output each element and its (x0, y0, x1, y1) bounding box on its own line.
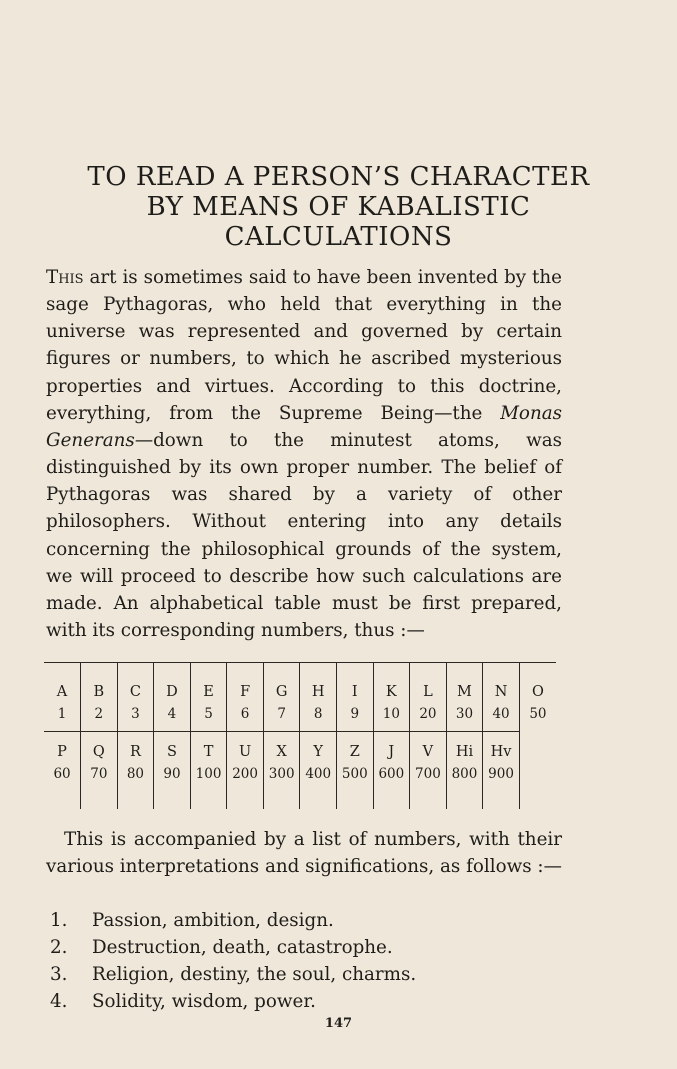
cell-number: 9 (350, 706, 360, 722)
table-cell (446, 663, 483, 732)
list-item-text: Destruction, death, catastrophe. (92, 937, 393, 958)
table-cell (263, 663, 300, 732)
cell-number: 60 (53, 766, 71, 782)
table-row-2 (44, 732, 556, 810)
cell-number: 300 (268, 766, 295, 782)
cell-number: 800 (451, 766, 478, 782)
table-cell (227, 663, 264, 732)
cell-number: 700 (415, 766, 441, 782)
table-cell (373, 663, 410, 732)
cell-letter: G (275, 684, 288, 700)
cell-number: 70 (90, 766, 108, 782)
cell-letter: O (531, 684, 544, 701)
table-cell (483, 732, 520, 810)
title-line-2: BY MEANS OF KABALISTIC (146, 192, 531, 222)
cell-letter: L (423, 684, 433, 700)
cell-letter: D (166, 684, 178, 700)
meaning-list (50, 907, 570, 1015)
cell-letter: R (129, 744, 141, 760)
table-cell (190, 732, 227, 810)
cell-number: 10 (382, 706, 400, 722)
list-item-text: Religion, destiny, the soul, charms. (92, 964, 417, 985)
cell-letter: Hv (490, 744, 512, 760)
cell-letter: M (457, 684, 472, 700)
cell-letter: C (129, 684, 141, 700)
cell-letter: U (238, 744, 252, 760)
cell-letter: Z (349, 744, 360, 760)
table-cell (117, 732, 154, 810)
cell-number: 400 (305, 766, 332, 782)
list-item (50, 934, 570, 961)
table-cell (300, 663, 337, 732)
list-item (50, 988, 570, 1015)
list-item (50, 907, 570, 934)
page-number: 147 (324, 1016, 353, 1031)
cell-number: 8 (313, 706, 323, 722)
table-cell (373, 732, 410, 810)
table-cell (154, 732, 191, 810)
cell-number: 3 (131, 706, 140, 722)
table-cell (190, 663, 227, 732)
cell-number: 7 (277, 706, 286, 722)
cell-letter: P (57, 744, 67, 760)
cell-letter: Y (313, 744, 323, 760)
cell-letter: Hi (455, 744, 474, 760)
list-item (50, 961, 570, 988)
cell-letter: Q (92, 744, 105, 760)
list-item-text: Passion, ambition, design. (92, 910, 334, 931)
cell-number: 4 (167, 706, 177, 722)
table-cell (81, 732, 118, 810)
alphabet-number-table (44, 662, 556, 809)
monas-generans: Monas Generans (46, 402, 562, 451)
table-cell (337, 732, 374, 810)
intro-paragraph (46, 264, 562, 644)
table-cell (227, 732, 264, 810)
cell-number: 100 (195, 766, 222, 782)
cell-letter: F (240, 684, 251, 700)
intro-text-b: —down to the minutest atoms, was distinguished by its own proper number. The belief of Pythagoras was shared by a variety of other philosophers. Without entering into any details concerning the philosophical grounds of the system, we will proceed to describe how such calculations are made. An alphabetical table must be first prepared, with its corresponding numbers, thus :— (46, 429, 562, 642)
table-cell (446, 732, 483, 810)
intro-text-a: art is sometimes said to have been invented by the sage Pythagoras, who held that everything in the universe was represented and governed by certain figures or numbers, to which he ascribed mysterious properties and virtues. According to this doctrine, everything, from the Supreme Being—the (46, 267, 562, 424)
table-cell (154, 663, 191, 732)
cell-letter: T (203, 744, 214, 760)
table-cell (483, 663, 520, 732)
title-line-3: CALCULATIONS (224, 222, 453, 252)
cell-number: 2 (94, 706, 104, 722)
cell-number: 200 (232, 766, 258, 782)
cell-number: 30 (455, 706, 474, 722)
cell-letter: A (56, 684, 68, 700)
cell-letter: I (351, 684, 358, 700)
table-cell (44, 663, 81, 732)
table-cell (263, 732, 300, 810)
cell-number: 5 (204, 706, 213, 722)
list-item-number: 2. (50, 937, 68, 958)
cell-letter: J (388, 744, 395, 760)
cell-letter: V (422, 744, 434, 760)
list-item-number: 3. (50, 964, 68, 985)
cell-number: 900 (488, 766, 514, 782)
cell-number: 600 (378, 766, 405, 782)
table-cell (337, 663, 374, 732)
cell-number: 20 (419, 706, 437, 722)
cell-letter: X (276, 744, 287, 760)
cell-number: 1 (57, 706, 67, 722)
cell-number: 40 (492, 706, 510, 722)
list-item-number: 1. (50, 910, 68, 931)
lead-word: This (46, 267, 84, 288)
list-item-text: Solidity, wisdom, power. (92, 991, 316, 1012)
table-cell (300, 732, 337, 810)
cell-number: 500 (341, 766, 368, 782)
follow-paragraph: This is accompanied by a list of numbers, with their various interpretations and significations, as follows :— (46, 829, 562, 878)
cell-letter: E (203, 684, 214, 700)
cell-letter: K (385, 684, 397, 700)
cell-letter: H (311, 684, 325, 700)
cell-number: 90 (163, 766, 181, 782)
cell-number: 50 (529, 706, 547, 723)
cell-number: 6 (240, 706, 250, 722)
cell-letter: N (494, 684, 508, 700)
table-cell (81, 663, 118, 732)
table-cell (44, 732, 81, 810)
cell-letter: S (167, 744, 177, 760)
table-cell (519, 663, 556, 732)
chapter-title (40, 162, 637, 252)
table-row-1 (44, 663, 556, 732)
table-cell (410, 732, 447, 810)
cell-letter: B (93, 684, 105, 700)
title-line-1: TO READ A PERSON’S CHARACTER (87, 162, 590, 192)
cell-number: 80 (126, 766, 144, 782)
table-cell (410, 663, 447, 732)
list-item-number: 4. (50, 991, 68, 1012)
table-cell (117, 663, 154, 732)
empty-cell (519, 732, 556, 810)
